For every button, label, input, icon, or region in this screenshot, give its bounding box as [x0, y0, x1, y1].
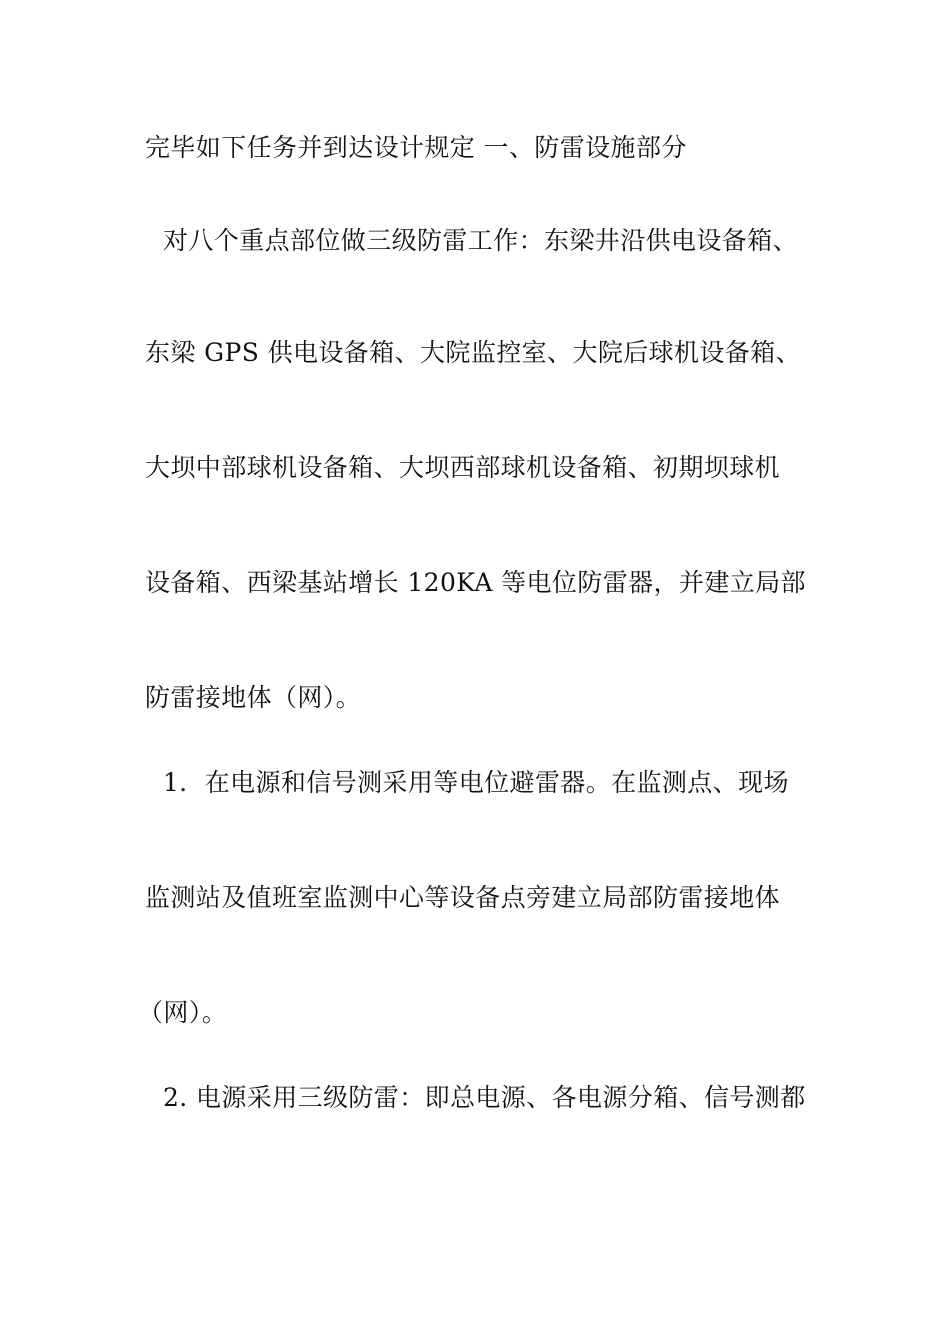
text-line: 防雷接地体（网）。 — [145, 683, 362, 712]
list-item-2: 2. 电源采用三级防雷：即总电源、各电源分箱、信号测都 — [163, 1083, 806, 1112]
text-line-heading: 完毕如下任务并到达设计规定 一、防雷设施部分 — [145, 133, 687, 162]
list-item-1: 1．在电源和信号测采用等电位避雷器。在监测点、现场 — [163, 768, 789, 797]
text-line: 监测站及值班室监测中心等设备点旁建立局部防雷接地体 — [145, 883, 781, 912]
text-line: 设备箱、西梁基站增长 120KA 等电位防雷器，并建立局部 — [145, 568, 806, 597]
text-line: （网）。 — [138, 998, 228, 1027]
text-line: 对八个重点部位做三级防雷工作：东梁井沿供电设备箱、 — [163, 226, 799, 255]
text-line: 东梁 GPS 供电设备箱、大院监控室、大院后球机设备箱、 — [145, 338, 802, 367]
text-line: 大坝中部球机设备箱、大坝西部球机设备箱、初期坝球机 — [145, 453, 781, 482]
